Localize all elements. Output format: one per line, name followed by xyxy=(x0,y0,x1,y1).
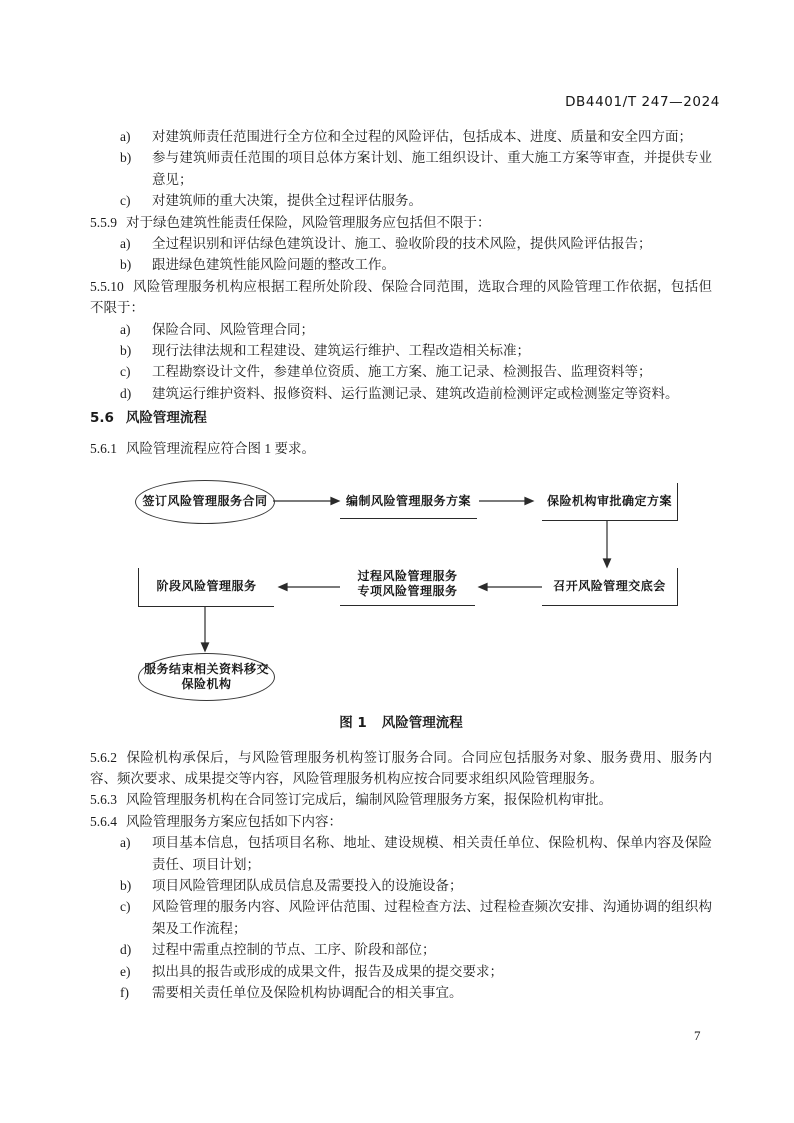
flow-node-end xyxy=(138,653,275,701)
list-text: 拟出具的报告或形成的成果文件，报告及成果的提交要求； xyxy=(152,963,503,979)
arrow-stage-to-end xyxy=(202,606,209,651)
document-code: DB4401/T 247—2024 xyxy=(565,94,720,110)
flow-node-plan xyxy=(340,485,477,519)
list-marker: c) xyxy=(120,364,131,380)
list-marker: a) xyxy=(120,321,131,337)
list-item xyxy=(90,319,712,340)
clause-number: 5.5.9 xyxy=(90,214,117,230)
clause-text: 对于绿色建筑性能责任保险，风险管理服务应包括但不限于： xyxy=(126,214,491,230)
list-item xyxy=(90,361,712,382)
list-marker: b) xyxy=(120,257,132,273)
list-marker: c) xyxy=(120,193,131,209)
list-text: 建筑运行维护资料、报修资料、运行监测记录、建筑改造前检测评定或检测鉴定等资料。 xyxy=(152,385,679,401)
list-text: 对建筑师责任范围进行全方位和全过程的风险评估，包括成本、进度、质量和安全四方面； xyxy=(152,129,692,144)
figure-caption-label: 图 1 xyxy=(339,715,367,732)
page-content xyxy=(90,126,712,1003)
flow-node-label: 签订风险管理服务合同 xyxy=(142,494,268,509)
list-item xyxy=(90,939,712,960)
list-marker: b) xyxy=(120,343,132,359)
list-text: 保险合同、风险管理合同； xyxy=(152,321,314,337)
list-marker: a) xyxy=(120,835,131,851)
flow-node-label: 保险机构审批确定方案 xyxy=(546,493,672,508)
list-marker: c) xyxy=(120,899,131,915)
list-item xyxy=(90,961,712,982)
flow-node-start xyxy=(135,480,275,524)
flow-node-label: 专项风险管理服务 xyxy=(357,584,458,599)
list-marker: b) xyxy=(120,877,132,893)
list-text: 跟进绿色建筑性能风险问题的整改工作。 xyxy=(152,257,395,273)
clause-5-6-2 xyxy=(90,747,712,790)
list-marker: a) xyxy=(120,236,131,252)
list-text: 需要相关责任单位及保险机构协调配合的相关事宜。 xyxy=(152,984,463,1000)
clause-5-6-3 xyxy=(90,789,712,810)
list-item xyxy=(90,982,712,1003)
list-text: 工程勘察设计文件，参建单位资质、施工方案、施工记录、检测报告、监理资料等； xyxy=(152,364,652,380)
clause-number: 5.6.1 xyxy=(90,440,117,456)
list-text: 风险管理的服务内容、风险评估范围、过程检查方法、过程检查频次安排、沟通协调的组织构架及工作流程； xyxy=(152,899,712,936)
list-item xyxy=(90,190,712,211)
figure-caption xyxy=(90,713,712,734)
clause-number: 5.6.3 xyxy=(90,792,117,808)
list-item xyxy=(90,254,712,275)
flow-node-label: 服务结束相关资料移交 xyxy=(143,661,269,676)
arrow-start-to-plan xyxy=(273,498,339,505)
flow-node-stage xyxy=(138,568,274,607)
clause-text: 风险管理流程应符合图 1 要求。 xyxy=(126,440,315,456)
flow-node-process xyxy=(340,563,475,606)
flow-node-label: 编制风险管理服务方案 xyxy=(345,493,471,508)
flow-node-label: 召开风险管理交底会 xyxy=(553,578,666,593)
flow-node-label: 过程风险管理服务 xyxy=(357,568,458,583)
clause-number: 5.6.2 xyxy=(90,749,117,765)
list-item xyxy=(90,383,712,404)
list-item xyxy=(90,147,712,190)
clause-text: 风险管理服务机构应根据工程所处阶段、保险合同范围，选取合理的风险管理工作依据，包括但不限于： xyxy=(90,278,712,316)
figure-caption-title: 风险管理流程 xyxy=(381,715,463,732)
flow-node-meeting xyxy=(542,568,678,606)
section-heading-5-6 xyxy=(90,408,712,429)
clause-text: 风险管理服务方案应包括如下内容： xyxy=(126,813,342,829)
flow-node-approve xyxy=(542,483,678,521)
list-item xyxy=(90,233,712,254)
list-marker: f) xyxy=(120,984,129,1000)
clause-5-6-4 xyxy=(90,811,712,832)
clause-5-5-9 xyxy=(90,212,712,233)
list-item xyxy=(90,875,712,896)
list-item xyxy=(90,832,712,875)
list-marker: d) xyxy=(120,385,132,401)
arrow-process-to-stage xyxy=(279,584,340,591)
list-marker: d) xyxy=(120,942,132,958)
figure-risk-management-flow xyxy=(95,475,715,703)
heading-title: 风险管理流程 xyxy=(125,410,207,427)
list-text: 对建筑师的重大决策，提供全过程评估服务。 xyxy=(152,193,422,209)
flow-node-label: 保险机构 xyxy=(181,677,232,692)
arrow-plan-to-approve xyxy=(479,498,533,505)
heading-number: 5.6 xyxy=(90,410,114,427)
clause-number: 5.6.4 xyxy=(90,813,117,829)
arrow-approve-to-meeting xyxy=(604,520,611,567)
list-text: 全过程识别和评估绿色建筑设计、施工、验收阶段的技术风险，提供风险评估报告； xyxy=(152,236,652,252)
clause-5-5-10 xyxy=(90,276,712,319)
list-text: 现行法律法规和工程建设、建筑运行维护、工程改造相关标准； xyxy=(152,343,530,359)
page-number: 7 xyxy=(694,1028,701,1043)
clause-text: 保险机构承保后，与风险管理服务机构签订服务合同。合同应包括服务对象、服务费用、服务内容、频次要求、成果提交等内容，风险管理服务机构应按合同要求组织风险管理服务。 xyxy=(90,749,712,786)
clause-number: 5.5.10 xyxy=(90,278,124,294)
list-item xyxy=(90,126,712,147)
flow-node-label: 阶段风险管理服务 xyxy=(156,579,257,594)
list-item xyxy=(90,896,712,939)
clause-5-6-1 xyxy=(90,438,712,459)
list-marker: a) xyxy=(120,129,131,144)
list-text: 过程中需重点控制的节点、工序、阶段和部位； xyxy=(152,942,436,958)
list-text: 参与建筑师责任范围的项目总体方案计划、施工组织设计、重大施工方案等审查，并提供专业意见； xyxy=(152,150,712,187)
list-text: 项目风险管理团队成员信息及需要投入的设施设备； xyxy=(152,877,463,893)
list-marker: b) xyxy=(120,150,132,166)
list-text: 项目基本信息，包括项目名称、地址、建设规模、相关责任单位、保险机构、保单内容及保险责任、项目计划； xyxy=(152,835,712,872)
list-marker: e) xyxy=(120,963,131,979)
arrow-meeting-to-process xyxy=(479,584,542,591)
clause-text: 风险管理服务机构在合同签订完成后，编制风险管理服务方案，报保险机构审批。 xyxy=(126,792,612,808)
list-item xyxy=(90,340,712,361)
